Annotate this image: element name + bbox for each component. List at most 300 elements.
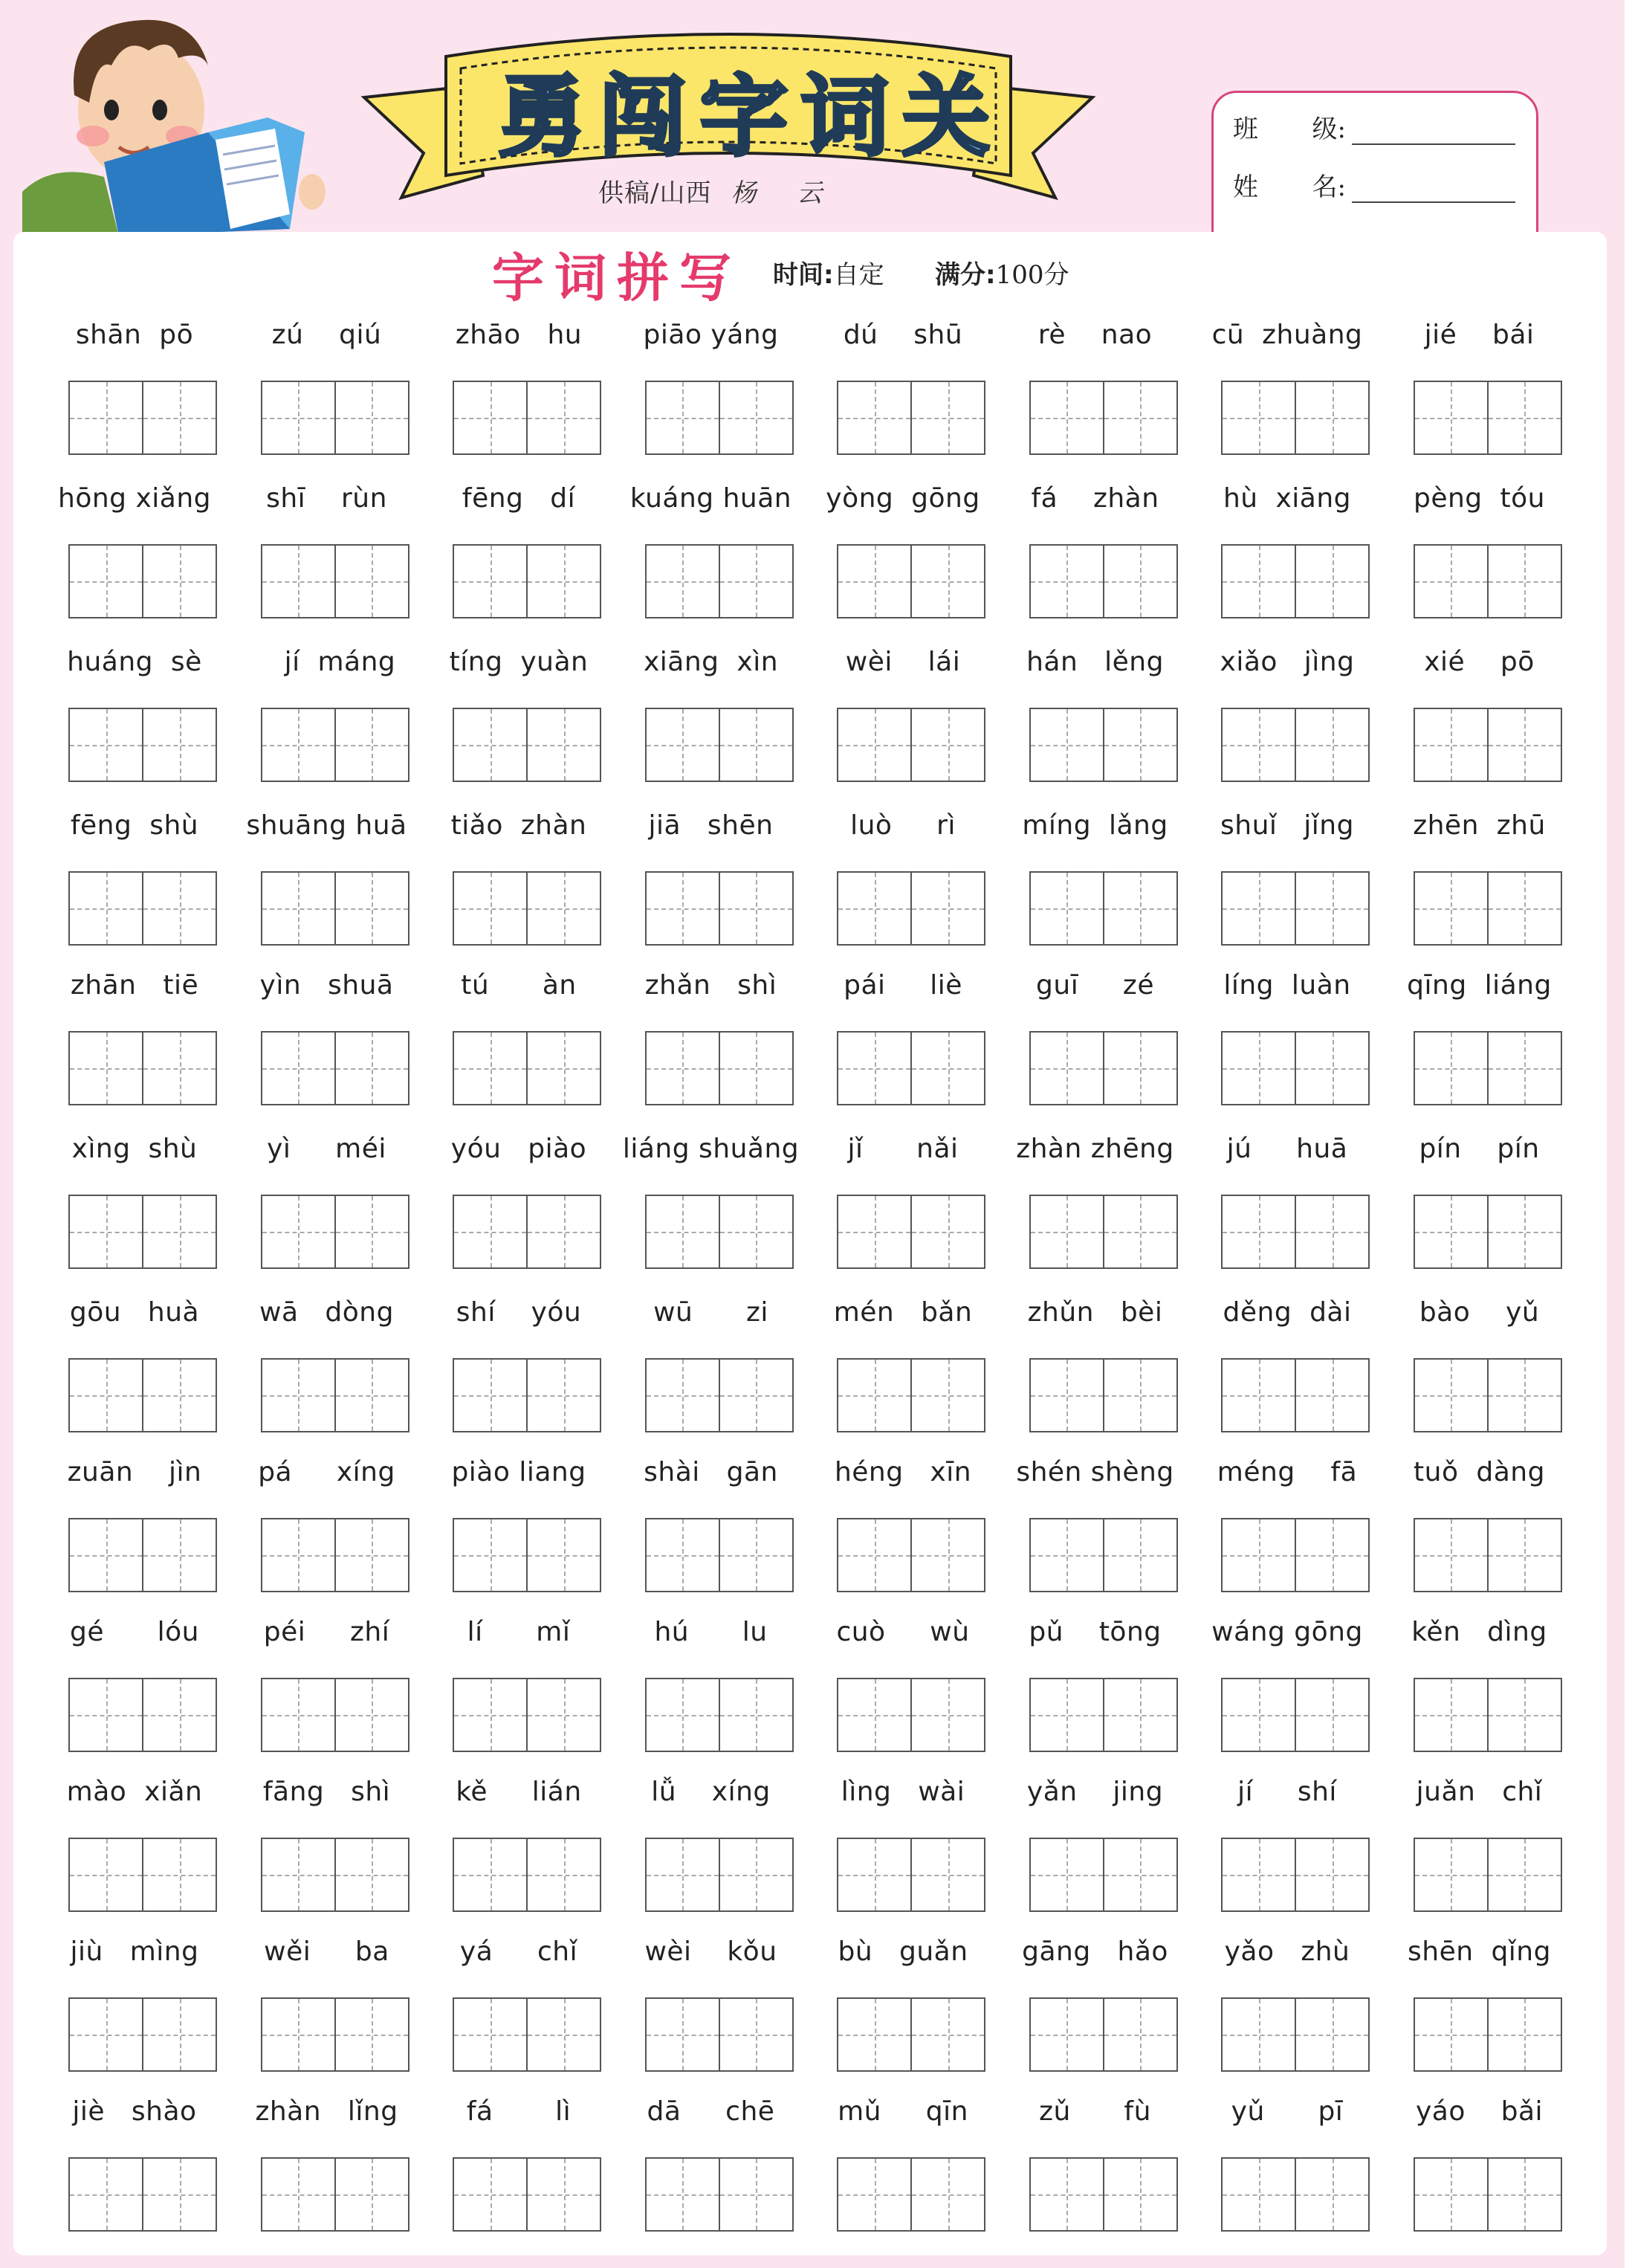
tian-grid-box[interactable] — [647, 2159, 720, 2230]
tian-grid-box[interactable] — [838, 2159, 912, 2230]
tian-grid-box[interactable] — [838, 1839, 912, 1910]
answer-boxes — [453, 1195, 601, 1269]
pinyin-label: guī zé — [1036, 970, 1154, 1001]
tian-grid-box[interactable] — [262, 1679, 336, 1751]
answer-boxes — [1414, 1518, 1562, 1592]
tian-grid-box[interactable] — [1223, 1519, 1296, 1591]
tian-grid-box[interactable] — [838, 1196, 912, 1267]
tian-grid-box[interactable] — [262, 1839, 336, 1910]
answer-boxes — [261, 871, 409, 946]
tian-grid-box[interactable] — [912, 1196, 984, 1267]
pinyin-label: yì méi — [267, 1134, 386, 1164]
pinyin-label: wū zi — [653, 1297, 768, 1328]
tian-grid-box[interactable] — [1223, 1360, 1296, 1431]
tian-grid-box[interactable] — [1489, 546, 1561, 617]
answer-boxes — [1221, 1358, 1370, 1432]
tian-grid-box[interactable] — [70, 873, 143, 944]
tian-grid-box[interactable] — [912, 1679, 984, 1751]
pinyin-label: tiǎo zhàn — [450, 810, 587, 841]
tian-grid-box[interactable] — [1031, 1839, 1104, 1910]
tian-grid-box[interactable] — [1489, 1839, 1561, 1910]
tian-grid-box[interactable] — [336, 546, 408, 617]
tian-grid-box[interactable] — [1489, 1360, 1561, 1431]
tian-grid-box[interactable] — [1104, 546, 1176, 617]
pinyin-label: yǔ pī — [1231, 2096, 1344, 2127]
pinyin-label: shuāng huā — [246, 810, 407, 841]
tian-grid-box[interactable] — [1489, 1679, 1561, 1751]
tian-grid-box[interactable] — [912, 546, 984, 617]
tian-grid-box[interactable] — [1296, 1519, 1368, 1591]
tian-grid-box[interactable] — [336, 709, 408, 781]
tian-grid-box[interactable] — [720, 1679, 792, 1751]
class-field[interactable] — [1352, 114, 1515, 145]
tian-grid-box[interactable] — [70, 1196, 143, 1267]
tian-grid-box[interactable] — [1296, 1999, 1368, 2070]
tian-grid-box[interactable] — [262, 709, 336, 781]
pinyin-label: qīng liáng — [1407, 970, 1552, 1001]
answer-boxes — [1414, 1031, 1562, 1105]
answer-boxes — [453, 544, 601, 618]
tian-grid-box[interactable] — [1415, 1839, 1489, 1910]
tian-grid-box[interactable] — [1104, 1839, 1176, 1910]
tian-grid-box[interactable] — [336, 382, 408, 453]
tian-grid-box[interactable] — [1031, 546, 1104, 617]
answer-boxes — [453, 2157, 601, 2232]
name-field[interactable] — [1352, 172, 1515, 203]
tian-grid-box[interactable] — [1296, 2159, 1368, 2230]
answer-boxes — [68, 1997, 217, 2072]
tian-grid-box[interactable] — [143, 709, 216, 781]
tian-grid-box[interactable] — [1104, 1360, 1176, 1431]
pinyin-label: bù guǎn — [838, 1936, 968, 1967]
full-score-value: 100分 — [995, 260, 1069, 290]
pinyin-label: wèi kǒu — [644, 1936, 777, 1967]
tian-grid-box[interactable] — [262, 1519, 336, 1591]
tian-grid-box[interactable] — [1031, 873, 1104, 944]
tian-grid-box[interactable] — [1031, 1360, 1104, 1431]
tian-grid-box[interactable] — [912, 709, 984, 781]
tian-grid-box[interactable] — [1031, 709, 1104, 781]
pinyin-label: fēng dí — [462, 483, 576, 514]
tian-grid-box[interactable] — [1104, 1999, 1176, 2070]
tian-grid-box[interactable] — [1489, 1033, 1561, 1104]
tian-grid-box[interactable] — [143, 1360, 216, 1431]
tian-grid-box[interactable] — [1415, 873, 1489, 944]
tian-grid-box[interactable] — [647, 1196, 720, 1267]
tian-grid-box[interactable] — [1031, 2159, 1104, 2230]
tian-grid-box[interactable] — [1223, 546, 1296, 617]
tian-grid-box[interactable] — [647, 1519, 720, 1591]
tian-grid-box[interactable] — [143, 1839, 216, 1910]
tian-grid-box[interactable] — [1223, 1679, 1296, 1751]
pinyin-label: kuáng huān — [629, 483, 792, 514]
tian-grid-box[interactable] — [647, 546, 720, 617]
tian-grid-box[interactable] — [1104, 2159, 1176, 2230]
tian-grid-box[interactable] — [912, 1033, 984, 1104]
answer-boxes — [645, 1358, 794, 1432]
tian-grid-box[interactable] — [1489, 2159, 1561, 2230]
tian-grid-box[interactable] — [647, 1679, 720, 1751]
tian-grid-box[interactable] — [1296, 546, 1368, 617]
tian-grid-box[interactable] — [647, 1839, 720, 1910]
tian-grid-box[interactable] — [143, 382, 216, 453]
tian-grid-box[interactable] — [262, 1033, 336, 1104]
pinyin-label: zhàn lǐng — [255, 2096, 398, 2127]
tian-grid-box[interactable] — [336, 1839, 408, 1910]
pinyin-label: jié bái — [1424, 320, 1535, 350]
page-edge — [1625, 0, 1635, 2268]
tian-grid-box[interactable] — [528, 1033, 600, 1104]
tian-grid-box[interactable] — [1104, 1679, 1176, 1751]
tian-grid-box[interactable] — [336, 1519, 408, 1591]
tian-grid-box[interactable] — [454, 382, 528, 453]
pinyin-label: míng lǎng — [1022, 810, 1168, 841]
tian-grid-box[interactable] — [1031, 1033, 1104, 1104]
tian-grid-box[interactable] — [262, 546, 336, 617]
pinyin-label: lí mǐ — [467, 1617, 571, 1647]
answer-boxes — [261, 1358, 409, 1432]
tian-grid-box[interactable] — [1296, 1196, 1368, 1267]
tian-grid-box[interactable] — [720, 1360, 792, 1431]
answer-boxes — [645, 1997, 794, 2072]
tian-grid-box[interactable] — [838, 546, 912, 617]
tian-grid-box[interactable] — [528, 1519, 600, 1591]
pinyin-label: yóu piào — [450, 1134, 587, 1164]
answer-boxes — [1029, 1838, 1178, 1912]
tian-grid-box[interactable] — [528, 1196, 600, 1267]
tian-grid-box[interactable] — [1415, 1196, 1489, 1267]
tian-grid-box[interactable] — [336, 1679, 408, 1751]
tian-grid-box[interactable] — [454, 1679, 528, 1751]
answer-boxes — [1029, 1678, 1178, 1752]
answer-boxes — [1414, 1195, 1562, 1269]
tian-grid-box[interactable] — [838, 873, 912, 944]
tian-grid-box[interactable] — [720, 1033, 792, 1104]
tian-grid-box[interactable] — [720, 2159, 792, 2230]
pinyin-label: kě lián — [456, 1777, 582, 1807]
banner-title: 勇闯字词关 — [497, 65, 1003, 168]
tian-grid-box[interactable] — [647, 873, 720, 944]
tian-grid-box[interactable] — [528, 873, 600, 944]
tian-grid-box[interactable] — [1104, 709, 1176, 781]
pinyin-label: zhān tiē — [70, 970, 199, 1001]
tian-grid-box[interactable] — [1031, 1196, 1104, 1267]
answer-boxes — [1414, 1358, 1562, 1432]
tian-grid-box[interactable] — [528, 382, 600, 453]
pinyin-label: lìng wài — [841, 1777, 965, 1807]
tian-grid-box[interactable] — [262, 382, 336, 453]
answer-boxes — [1029, 544, 1178, 618]
tian-grid-box[interactable] — [1489, 1999, 1561, 2070]
tian-grid-box[interactable] — [143, 1033, 216, 1104]
tian-grid-box[interactable] — [336, 1196, 408, 1267]
pinyin-label: zhāo hu — [455, 320, 583, 350]
tian-grid-box[interactable] — [70, 1033, 143, 1104]
tian-grid-box[interactable] — [1296, 1360, 1368, 1431]
pinyin-label: zú qiú — [271, 320, 382, 350]
tian-grid-box[interactable] — [838, 1033, 912, 1104]
credit-author: 杨 云 — [731, 178, 839, 208]
answer-boxes — [1221, 2157, 1370, 2232]
tian-grid-box[interactable] — [1223, 1839, 1296, 1910]
tian-grid-box[interactable] — [262, 873, 336, 944]
pinyin-label: jǐ nǎi — [847, 1134, 959, 1164]
tian-grid-box[interactable] — [1415, 2159, 1489, 2230]
pinyin-label: pín pín — [1419, 1134, 1540, 1164]
tian-grid-box[interactable] — [1031, 1999, 1104, 2070]
tian-grid-box[interactable] — [70, 546, 143, 617]
tian-grid-box[interactable] — [1415, 709, 1489, 781]
tian-grid-box[interactable] — [143, 1196, 216, 1267]
tian-grid-box[interactable] — [838, 709, 912, 781]
tian-grid-box[interactable] — [262, 1196, 336, 1267]
answer-boxes — [1221, 1838, 1370, 1912]
tian-grid-box[interactable] — [720, 546, 792, 617]
time-label: 时间: — [773, 260, 834, 290]
tian-grid-box[interactable] — [528, 1839, 600, 1910]
tian-grid-box[interactable] — [1031, 1519, 1104, 1591]
pinyin-label: shén shèng — [1016, 1457, 1174, 1487]
pinyin-label: lǚ xíng — [651, 1777, 771, 1807]
answer-boxes — [1414, 381, 1562, 455]
answer-boxes — [453, 1518, 601, 1592]
tian-grid-box[interactable] — [70, 709, 143, 781]
answer-boxes — [1414, 871, 1562, 946]
pinyin-label: shī rùn — [266, 483, 387, 514]
pinyin-label: luò rì — [850, 810, 956, 841]
answer-boxes — [1221, 1518, 1370, 1592]
tian-grid-box[interactable] — [720, 1519, 792, 1591]
tian-grid-box[interactable] — [647, 1360, 720, 1431]
tian-grid-box[interactable] — [1031, 1679, 1104, 1751]
tian-grid-box[interactable] — [454, 546, 528, 617]
answer-boxes — [261, 708, 409, 782]
answer-boxes — [837, 871, 985, 946]
answer-boxes — [453, 1678, 601, 1752]
tian-grid-box[interactable] — [1296, 1679, 1368, 1751]
tian-grid-box[interactable] — [454, 1033, 528, 1104]
tian-grid-box[interactable] — [528, 709, 600, 781]
tian-grid-box[interactable] — [1223, 382, 1296, 453]
pinyin-label: hán lěng — [1026, 647, 1164, 677]
tian-grid-box[interactable] — [336, 1033, 408, 1104]
tian-grid-box[interactable] — [720, 382, 792, 453]
pinyin-label: děng dài — [1223, 1297, 1352, 1328]
tian-grid-box[interactable] — [912, 382, 984, 453]
tian-grid-box[interactable] — [1415, 1519, 1489, 1591]
tian-grid-box[interactable] — [912, 1360, 984, 1431]
answer-boxes — [1221, 708, 1370, 782]
tian-grid-box[interactable] — [143, 873, 216, 944]
tian-grid-box[interactable] — [143, 1999, 216, 2070]
tian-grid-box[interactable] — [1223, 1999, 1296, 2070]
tian-grid-box[interactable] — [528, 2159, 600, 2230]
tian-grid-box[interactable] — [1104, 1519, 1176, 1591]
tian-grid-box[interactable] — [1296, 709, 1368, 781]
tian-grid-box[interactable] — [143, 546, 216, 617]
tian-grid-box[interactable] — [838, 382, 912, 453]
tian-grid-box[interactable] — [912, 873, 984, 944]
answer-boxes — [68, 1838, 217, 1912]
tian-grid-box[interactable] — [1415, 1679, 1489, 1751]
class-row — [1233, 100, 1530, 145]
tian-grid-box[interactable] — [838, 1999, 912, 2070]
tian-grid-box[interactable] — [70, 1519, 143, 1591]
section-title: 字词拼写 — [492, 248, 742, 308]
answer-boxes — [261, 1838, 409, 1912]
pinyin-label: gé lóu — [69, 1617, 199, 1647]
answer-boxes — [645, 1031, 794, 1105]
tian-grid-box[interactable] — [1415, 1033, 1489, 1104]
pinyin-label: shēn qǐng — [1408, 1936, 1551, 1967]
pinyin-label: shān pō — [75, 320, 194, 350]
tian-grid-box[interactable] — [454, 1999, 528, 2070]
pinyin-label: mào xiǎn — [66, 1777, 203, 1807]
pinyin-label: pǔ tōng — [1029, 1617, 1162, 1647]
tian-grid-box[interactable] — [262, 2159, 336, 2230]
pinyin-label: héng xīn — [834, 1457, 972, 1487]
tian-grid-box[interactable] — [528, 1360, 600, 1431]
tian-grid-box[interactable] — [1415, 1360, 1489, 1431]
tian-grid-box[interactable] — [720, 1196, 792, 1267]
tian-grid-box[interactable] — [70, 382, 143, 453]
tian-grid-box[interactable] — [454, 1519, 528, 1591]
tian-grid-box[interactable] — [454, 709, 528, 781]
answer-boxes — [837, 708, 985, 782]
tian-grid-box[interactable] — [647, 709, 720, 781]
tian-grid-box[interactable] — [1489, 1196, 1561, 1267]
tian-grid-box[interactable] — [1104, 1196, 1176, 1267]
answer-boxes — [645, 544, 794, 618]
pinyin-label: dú shū — [843, 320, 963, 350]
pinyin-label: bào yǔ — [1419, 1297, 1540, 1328]
tian-grid-box[interactable] — [70, 1999, 143, 2070]
tian-grid-box[interactable] — [1296, 873, 1368, 944]
answer-boxes — [68, 381, 217, 455]
tian-grid-box[interactable] — [528, 1999, 600, 2070]
tian-grid-box[interactable] — [1223, 1033, 1296, 1104]
tian-grid-box[interactable] — [1296, 1033, 1368, 1104]
tian-grid-box[interactable] — [647, 1999, 720, 2070]
tian-grid-box[interactable] — [262, 1999, 336, 2070]
tian-grid-box[interactable] — [70, 2159, 143, 2230]
tian-grid-box[interactable] — [1031, 382, 1104, 453]
answer-boxes — [1029, 1031, 1178, 1105]
tian-grid-box[interactable] — [838, 1519, 912, 1591]
tian-grid-box[interactable] — [1489, 382, 1561, 453]
tian-grid-box[interactable] — [336, 1999, 408, 2070]
tian-grid-box[interactable] — [70, 1679, 143, 1751]
pinyin-label: zhēn zhū — [1413, 810, 1546, 841]
tian-grid-box[interactable] — [454, 1839, 528, 1910]
pinyin-label: piāo yáng — [643, 320, 779, 350]
tian-grid-box[interactable] — [336, 2159, 408, 2230]
tian-grid-box[interactable] — [143, 1679, 216, 1751]
tian-grid-box[interactable] — [454, 1196, 528, 1267]
tian-grid-box[interactable] — [336, 1360, 408, 1431]
tian-grid-box[interactable] — [838, 1360, 912, 1431]
answer-boxes — [453, 871, 601, 946]
tian-grid-box[interactable] — [912, 1999, 984, 2070]
tian-grid-box[interactable] — [454, 1360, 528, 1431]
pinyin-label: jí máng — [257, 647, 396, 677]
tian-grid-box[interactable] — [454, 873, 528, 944]
tian-grid-box[interactable] — [838, 1679, 912, 1751]
pinyin-label: fēng shù — [70, 810, 199, 841]
tian-grid-box[interactable] — [70, 1839, 143, 1910]
tian-grid-box[interactable] — [143, 2159, 216, 2230]
tian-grid-box[interactable] — [1296, 382, 1368, 453]
answer-boxes — [1029, 2157, 1178, 2232]
pinyin-label: shuǐ jǐng — [1220, 810, 1354, 841]
tian-grid-box[interactable] — [1415, 546, 1489, 617]
pinyin-label: gōu huà — [69, 1297, 200, 1328]
answer-boxes — [68, 544, 217, 618]
tian-grid-box[interactable] — [454, 2159, 528, 2230]
tian-grid-box[interactable] — [336, 873, 408, 944]
tian-grid-box[interactable] — [1415, 1999, 1489, 2070]
answer-boxes — [453, 1997, 601, 2072]
tian-grid-box[interactable] — [1223, 709, 1296, 781]
credit-prefix: 供稿/山西 — [598, 178, 712, 208]
boy-reading-illustration — [22, 6, 334, 236]
tian-grid-box[interactable] — [1415, 382, 1489, 453]
tian-grid-box[interactable] — [1104, 873, 1176, 944]
pinyin-label: fá zhàn — [1031, 483, 1159, 514]
tian-grid-box[interactable] — [647, 382, 720, 453]
pinyin-label: tíng yuàn — [449, 647, 589, 677]
tian-grid-box[interactable] — [1223, 1196, 1296, 1267]
tian-grid-box[interactable] — [528, 546, 600, 617]
tian-grid-box[interactable] — [70, 1360, 143, 1431]
pinyin-label: zhàn zhēng — [1016, 1134, 1174, 1164]
full-score-label: 满分: — [935, 260, 996, 290]
tian-grid-box[interactable] — [1489, 709, 1561, 781]
tian-grid-box[interactable] — [720, 1839, 792, 1910]
answer-boxes — [645, 2157, 794, 2232]
answer-boxes — [1221, 1678, 1370, 1752]
tian-grid-box[interactable] — [1104, 382, 1176, 453]
pinyin-label: líng luàn — [1223, 970, 1351, 1001]
tian-grid-box[interactable] — [1489, 873, 1561, 944]
tian-grid-box[interactable] — [1223, 873, 1296, 944]
answer-boxes — [1221, 1997, 1370, 2072]
tian-grid-box[interactable] — [528, 1679, 600, 1751]
tian-grid-box[interactable] — [1223, 2159, 1296, 2230]
tian-grid-box[interactable] — [912, 2159, 984, 2230]
tian-grid-box[interactable] — [1489, 1519, 1561, 1591]
answer-boxes — [68, 1678, 217, 1752]
tian-grid-box[interactable] — [720, 709, 792, 781]
tian-grid-box[interactable] — [262, 1360, 336, 1431]
tian-grid-box[interactable] — [912, 1519, 984, 1591]
tian-grid-box[interactable] — [1104, 1033, 1176, 1104]
tian-grid-box[interactable] — [720, 1999, 792, 2070]
answer-boxes — [261, 1195, 409, 1269]
answer-boxes — [68, 2157, 217, 2232]
tian-grid-box[interactable] — [647, 1033, 720, 1104]
tian-grid-box[interactable] — [720, 873, 792, 944]
tian-grid-box[interactable] — [1296, 1839, 1368, 1910]
answer-boxes — [1414, 2157, 1562, 2232]
answer-boxes — [1221, 871, 1370, 946]
answer-boxes — [645, 708, 794, 782]
tian-grid-box[interactable] — [143, 1519, 216, 1591]
tian-grid-box[interactable] — [912, 1839, 984, 1910]
pinyin-label: zuān jìn — [67, 1457, 202, 1487]
full-score-info — [935, 254, 1069, 291]
answer-boxes — [261, 1031, 409, 1105]
